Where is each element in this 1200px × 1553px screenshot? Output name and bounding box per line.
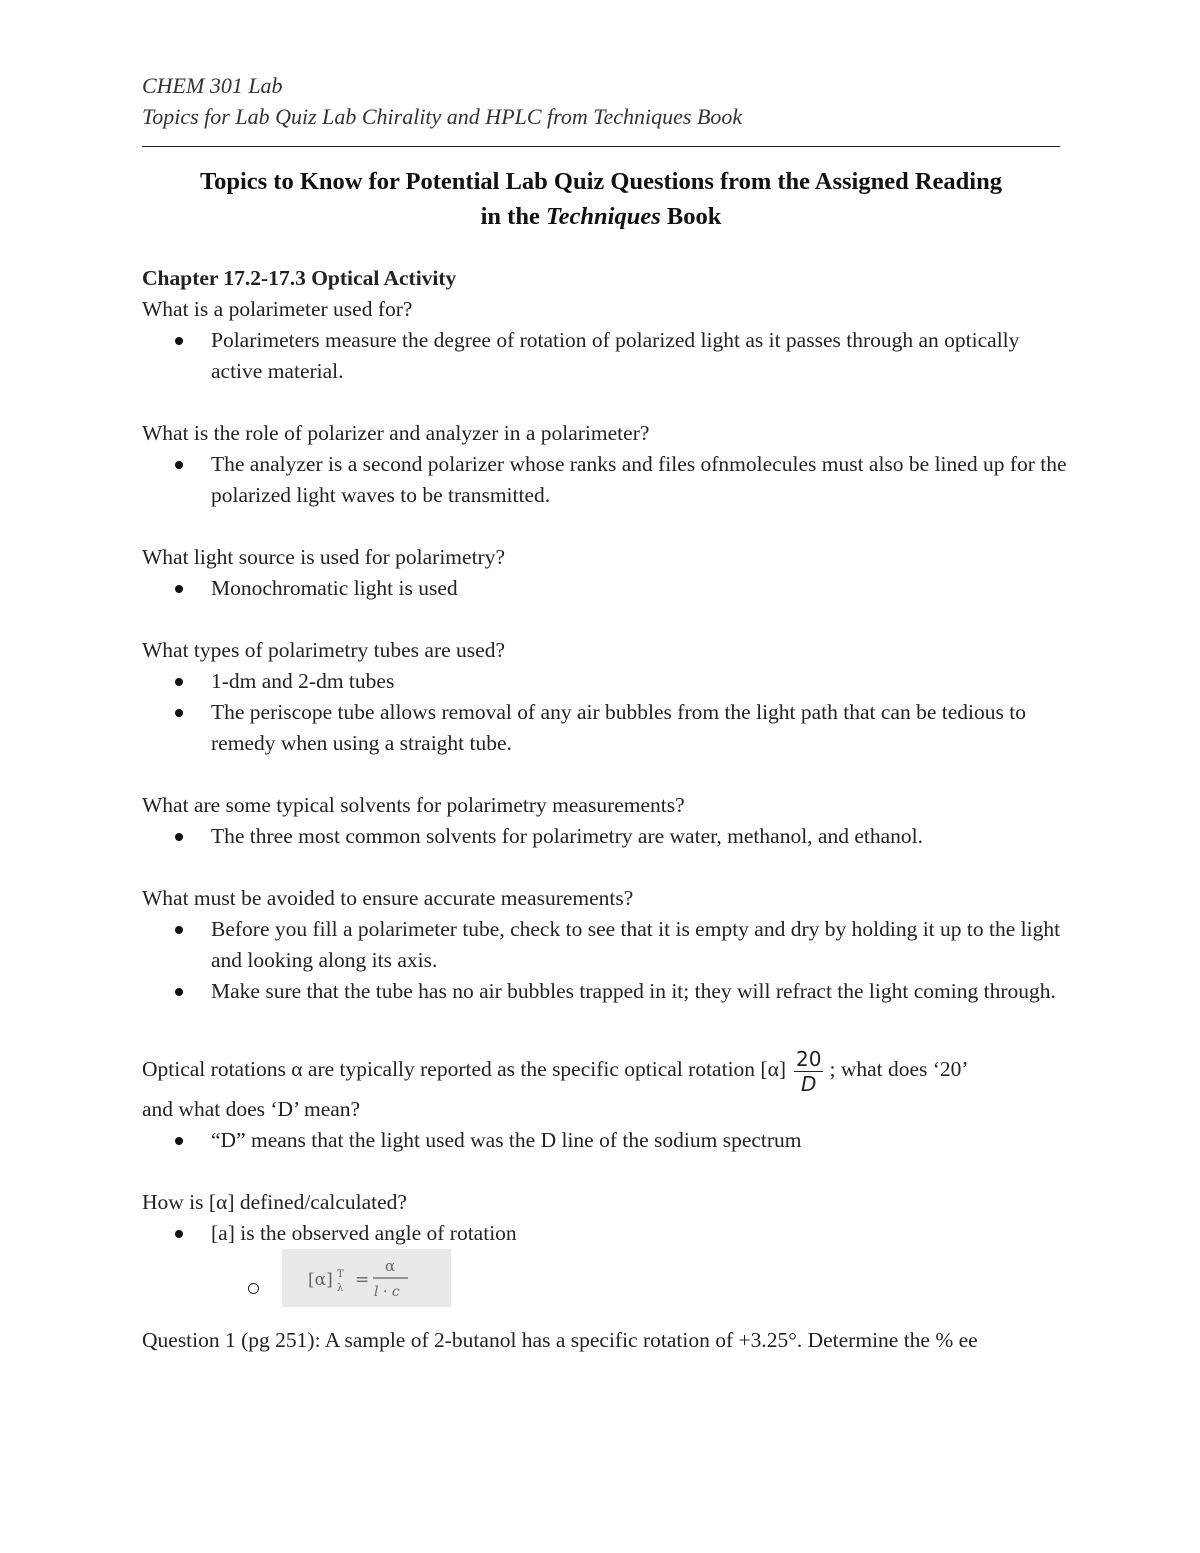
answer-list: [142, 573, 1072, 604]
bullet-icon: [175, 709, 183, 717]
answer-text: Before you fill a polarimeter tube, check to see that it is empty and dry by holding it up to the light and looking along its axis.: [211, 917, 1061, 972]
answer-item: [142, 914, 1072, 976]
answer-list: [142, 821, 1072, 852]
title-book-name: Techniques: [545, 203, 661, 230]
bullet-icon: [175, 461, 183, 469]
bullet-icon: [175, 1230, 183, 1238]
answer-item: [142, 573, 1072, 604]
question-text: What must be avoided to ensure accurate measurements?: [142, 886, 634, 910]
answer-text: Make sure that the tube has no air bubbles trapped in it; they will refract the light coming through.: [211, 979, 1056, 1003]
answer-item: [142, 666, 1072, 697]
title-line-1: Topics to Know for Potential Lab Quiz Questions from the Assigned Reading: [199, 168, 1002, 195]
answer-item: [142, 976, 1072, 1007]
formula-numerator: α: [385, 1256, 396, 1275]
answer-text: 1-dm and 2-dm tubes: [211, 669, 395, 693]
section-heading: Chapter 17.2-17.3 Optical Activity: [142, 266, 457, 290]
answer-text: The periscope tube allows removal of any air bubbles from the light path that can be tedious to remedy when using a straight tube.: [211, 700, 1026, 755]
rotation-question-line-2: and what does ‘D’ mean?: [142, 1096, 361, 1121]
spacer: [142, 1007, 1072, 1047]
answer-list: [142, 914, 1072, 1007]
header-course: CHEM 301 Lab: [142, 73, 283, 98]
header-divider: [142, 146, 1060, 147]
spacer: [142, 759, 1072, 790]
answer-text: The analyzer is a second polarizer whose ranks and files ofnmolecules must also be lined up for the polarized light waves to be transmitted.: [211, 452, 1067, 507]
fraction-denominator: D: [801, 1071, 817, 1096]
answer-item: [142, 821, 1072, 852]
rotation-question: [142, 1047, 1072, 1094]
formula-equals: =: [355, 1269, 370, 1290]
bullet-icon: [175, 988, 183, 996]
formula-sub-item: [142, 1249, 1072, 1307]
formula-sub: λ: [337, 1282, 344, 1294]
document-body: [142, 263, 1072, 1356]
spacer: [142, 604, 1072, 635]
hollow-bullet-icon: [248, 1283, 259, 1294]
question-text: What are some typical solvents for polarimetry measurements?: [142, 793, 685, 817]
answer-text: Monochromatic light is used: [211, 576, 458, 600]
formula-sup: T: [337, 1268, 344, 1280]
answer-item: [142, 1125, 1072, 1156]
answer-item: [142, 1218, 1072, 1249]
answer-item: [142, 449, 1072, 511]
answer-list: [142, 325, 1072, 387]
answer-text: “D” means that the light used was the D line of the sodium spectrum: [211, 1127, 802, 1152]
bullet-icon: [175, 337, 183, 345]
rotation-question-post: ; what does ‘20’: [829, 1057, 969, 1081]
answer-list: [142, 666, 1072, 759]
answer-text: The three most common solvents for polarimetry are water, methanol, and ethanol.: [211, 824, 923, 848]
document-title: [142, 164, 1060, 234]
title-line-2-pre: in the: [480, 203, 540, 230]
page-header: [142, 70, 742, 132]
formula-lhs: [α]: [308, 1269, 333, 1290]
answer-list: [142, 1218, 1072, 1249]
question-text: What is the role of polarizer and analyzer in a polarimeter?: [142, 421, 650, 445]
specific-rotation-formula-image: [282, 1249, 451, 1307]
formula-denominator: l · c: [374, 1283, 400, 1300]
answer-item: [142, 325, 1072, 387]
formula-graphic: [282, 1249, 451, 1307]
bullet-icon: [175, 1137, 183, 1145]
rotation-question-pre: Optical rotations α are typically reported as the specific optical rotation [α]: [142, 1057, 787, 1081]
answer-list: [142, 1125, 1072, 1156]
spacer: [142, 511, 1072, 542]
answer-list: [142, 449, 1072, 511]
question-text: What types of polarimetry tubes are used?: [142, 638, 505, 662]
title-line-2-post: Book: [666, 203, 722, 230]
specific-rotation-fraction: [794, 1046, 823, 1096]
fraction-numerator: 20: [796, 1046, 822, 1071]
question-text: How is [α] defined/calculated?: [142, 1189, 407, 1214]
spacer: [142, 1156, 1072, 1187]
bullet-icon: [175, 926, 183, 934]
answer-text: [a] is the observed angle of rotation: [211, 1220, 517, 1245]
spacer: [142, 852, 1072, 883]
answer-text: Polarimeters measure the degree of rotation of polarized light as it passes through an optically active material.: [211, 328, 1020, 383]
bullet-icon: [175, 678, 183, 686]
spacer: [142, 387, 1072, 418]
question-1: Question 1 (pg 251): A sample of 2-butanol has a specific rotation of +3.25°. Determine the % ee: [142, 1327, 978, 1352]
bullet-icon: [175, 585, 183, 593]
header-subtitle: Topics for Lab Quiz Lab Chirality and HPLC from Techniques Book: [142, 104, 743, 129]
bullet-icon: [175, 833, 183, 841]
answer-item: [142, 697, 1072, 759]
question-text: What light source is used for polarimetry?: [142, 545, 506, 569]
title-line-2: [142, 199, 1060, 234]
question-text: What is a polarimeter used for?: [142, 297, 413, 321]
